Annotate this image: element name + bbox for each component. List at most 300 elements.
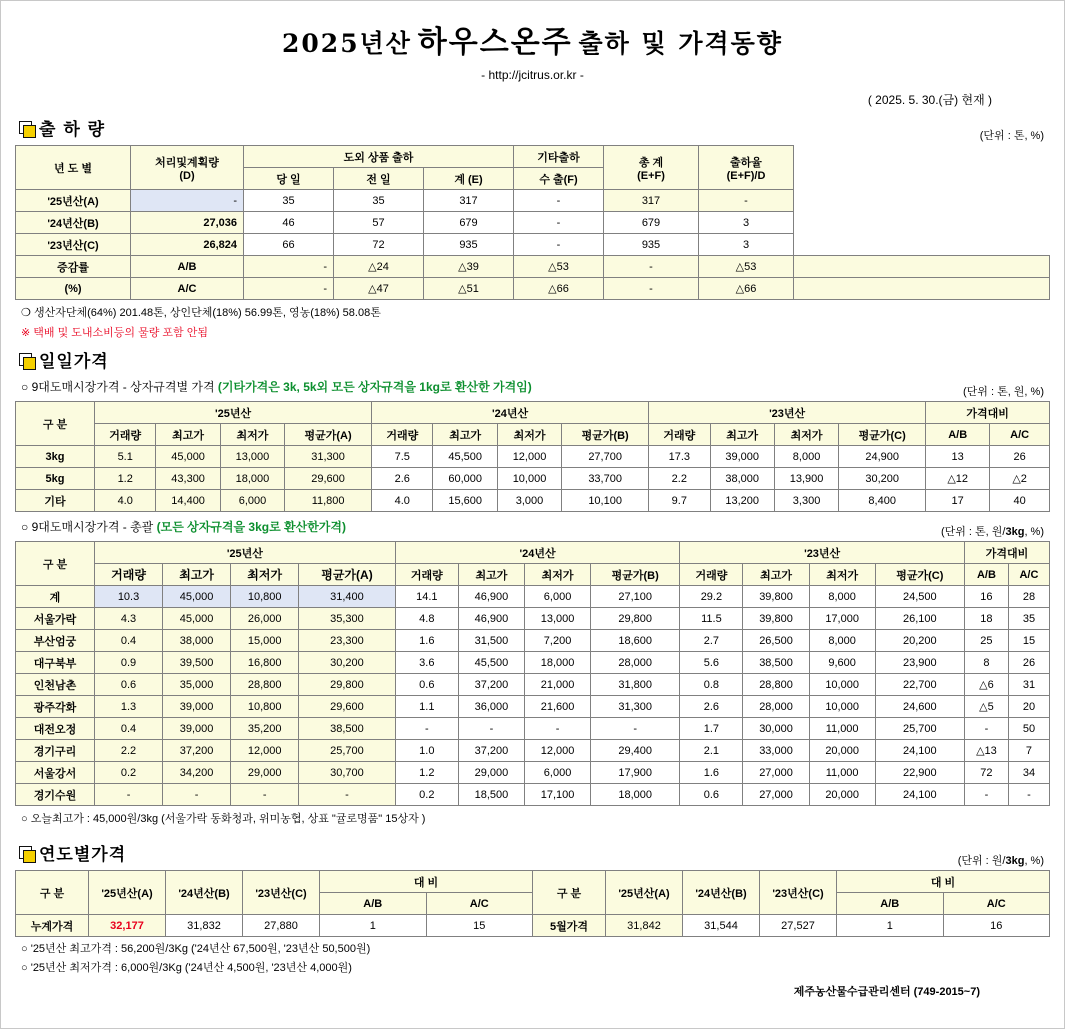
table-header-row bbox=[16, 542, 1050, 564]
document-page bbox=[1, 1, 1064, 999]
unit3-a: (단위 : 원/ bbox=[957, 855, 1006, 867]
th-volume-24: 거래량 bbox=[372, 424, 433, 446]
unit3-c: , %) bbox=[1024, 855, 1044, 867]
cell-low-23: 13,900 bbox=[774, 468, 838, 490]
cell-volume-24: 4.8 bbox=[395, 608, 458, 630]
cell-low-24: - bbox=[524, 718, 590, 740]
cell-avg-24: 28,000 bbox=[591, 652, 680, 674]
circle-marker-icon: ○ bbox=[21, 380, 29, 394]
th-export: 수 출(F) bbox=[514, 168, 604, 190]
cell-low-24: 21,600 bbox=[524, 696, 590, 718]
cell-high-23: 30,000 bbox=[743, 718, 809, 740]
th-low-23: 최저가 bbox=[774, 424, 838, 446]
cell-cmp-ab: 72 bbox=[964, 762, 1008, 784]
cell-volume-25: 1.3 bbox=[95, 696, 163, 718]
cell-high-25: 39,500 bbox=[163, 652, 231, 674]
th-high-24: 최고가 bbox=[458, 564, 524, 586]
bullet-square-icon bbox=[19, 353, 32, 366]
cell-cumulative-ac: 15 bbox=[426, 915, 533, 937]
cell-avg-25: 35,300 bbox=[299, 608, 396, 630]
table-row bbox=[16, 718, 1050, 740]
cell-low-25: 10,800 bbox=[231, 696, 299, 718]
th-cmp-ab: A/B bbox=[926, 424, 990, 446]
cell-low-24: 17,100 bbox=[524, 784, 590, 806]
cell-low-24: 18,000 bbox=[524, 652, 590, 674]
th-y23-right: '23년산(C) bbox=[760, 871, 837, 915]
th-avg-25: 평균가(A) bbox=[299, 564, 396, 586]
cell-high-25: 14,400 bbox=[156, 490, 220, 512]
th-rate-l1: 출하율 bbox=[730, 156, 762, 169]
row-label: 서울강서 bbox=[16, 762, 95, 784]
th-rate bbox=[699, 146, 794, 190]
cell-high-23: 38,000 bbox=[710, 468, 774, 490]
cell-high-23: 39,000 bbox=[710, 446, 774, 468]
cell-high-23: 13,200 bbox=[710, 490, 774, 512]
th-high-25: 최고가 bbox=[156, 424, 220, 446]
th-cmp-ac: A/C bbox=[990, 424, 1050, 446]
th-division-left: 구 분 bbox=[16, 871, 89, 915]
cell-high-23: 39,800 bbox=[743, 586, 809, 608]
cell-low-25: 16,800 bbox=[231, 652, 299, 674]
th-low-25: 최저가 bbox=[231, 564, 299, 586]
th-volume-25: 거래량 bbox=[95, 424, 156, 446]
th-volume-24: 거래량 bbox=[395, 564, 458, 586]
row-label: 대구북부 bbox=[16, 652, 95, 674]
row-label: 계 bbox=[16, 586, 95, 608]
row-label: 부산엄궁 bbox=[16, 630, 95, 652]
cell-avg-23: 23,900 bbox=[875, 652, 964, 674]
diff-key: A/C bbox=[131, 278, 244, 300]
th-compare-right: 대 비 bbox=[837, 871, 1050, 893]
cell-volume-23: 2.6 bbox=[680, 696, 743, 718]
cell-prev: 35 bbox=[334, 190, 424, 212]
cell-high-23: 38,500 bbox=[743, 652, 809, 674]
cell-high-24: 46,900 bbox=[458, 608, 524, 630]
cell-avg-24: 33,700 bbox=[562, 468, 649, 490]
cell-export: - bbox=[514, 190, 604, 212]
unit2-c: , %) bbox=[1024, 526, 1044, 538]
footer-organization: 제주농산물수급관리센터 (749-2015~7) bbox=[793, 986, 980, 998]
cell-rate bbox=[794, 278, 1050, 300]
table-header-row bbox=[16, 871, 1050, 893]
cell-cmp-ac: 20 bbox=[1008, 696, 1049, 718]
cell-low-25: 6,000 bbox=[220, 490, 284, 512]
table-row bbox=[16, 915, 1050, 937]
cell-high-25: 37,200 bbox=[163, 740, 231, 762]
table-header-row bbox=[16, 402, 1050, 424]
th-y25-right: '25년산(A) bbox=[606, 871, 683, 915]
cell-volume-23: 0.6 bbox=[680, 784, 743, 806]
cell-total: △66 bbox=[699, 278, 794, 300]
cell-prev: △39 bbox=[424, 256, 514, 278]
cell-high-23: 27,000 bbox=[743, 784, 809, 806]
cell-avg-23: 26,100 bbox=[875, 608, 964, 630]
cell-high-25: 38,000 bbox=[163, 630, 231, 652]
cell-total: 935 bbox=[604, 234, 699, 256]
cell-volume-25: 0.4 bbox=[95, 718, 163, 740]
cell-cmp-ac: 7 bbox=[1008, 740, 1049, 762]
cell-cmp-ab: 16 bbox=[964, 586, 1008, 608]
cell-prev: △51 bbox=[424, 278, 514, 300]
diff-label: 증감률 bbox=[16, 256, 131, 278]
th-group-compare: 가격대비 bbox=[926, 402, 1050, 424]
cell-low-23: 8,000 bbox=[809, 630, 875, 652]
th-division-right: 구 분 bbox=[533, 871, 606, 915]
cell-volume-23: 1.7 bbox=[680, 718, 743, 740]
cell-volume-24: 14.1 bbox=[395, 586, 458, 608]
table-row bbox=[16, 740, 1050, 762]
cell-high-24: 37,200 bbox=[458, 740, 524, 762]
circle-marker-icon: ○ bbox=[21, 943, 28, 955]
cell-may-23: 27,527 bbox=[760, 915, 837, 937]
cell-volume-23: 2.1 bbox=[680, 740, 743, 762]
cell-low-24: 21,000 bbox=[524, 674, 590, 696]
cell-rate bbox=[794, 256, 1050, 278]
cell-low-25: 15,000 bbox=[231, 630, 299, 652]
cell-volume-25: 4.3 bbox=[95, 608, 163, 630]
cell-cmp-ac: 28 bbox=[1008, 586, 1049, 608]
cell-low-24: 7,200 bbox=[524, 630, 590, 652]
th-rate-l2: (E+F)/D bbox=[726, 169, 766, 182]
cell-plan: 27,036 bbox=[131, 212, 244, 234]
th-compare-left: 대 비 bbox=[320, 871, 533, 893]
th-high-25: 최고가 bbox=[163, 564, 231, 586]
cell-avg-24: - bbox=[591, 718, 680, 740]
cell-cmp-ab: △6 bbox=[964, 674, 1008, 696]
row-label: 서울가락 bbox=[16, 608, 95, 630]
cell-cmp-ab: △12 bbox=[926, 468, 990, 490]
cell-avg-23: 24,900 bbox=[839, 446, 926, 468]
th-cmp-ac: A/C bbox=[1008, 564, 1049, 586]
cell-avg-25: 38,500 bbox=[299, 718, 396, 740]
cell-high-25: 34,200 bbox=[163, 762, 231, 784]
cell-day: △24 bbox=[334, 256, 424, 278]
cell-plan: - bbox=[244, 256, 334, 278]
cell-low-23: 10,000 bbox=[809, 696, 875, 718]
cell-high-25: 43,300 bbox=[156, 468, 220, 490]
unit2-b: 3kg bbox=[1005, 526, 1025, 538]
cell-low-25: 35,200 bbox=[231, 718, 299, 740]
cell-volume-24: - bbox=[395, 718, 458, 740]
th-total bbox=[604, 146, 699, 190]
cell-low-23: 10,000 bbox=[809, 674, 875, 696]
cell-avg-23: 20,200 bbox=[875, 630, 964, 652]
th-group-outside: 도외 상품 출하 bbox=[244, 146, 514, 168]
cell-high-23: 33,000 bbox=[743, 740, 809, 762]
cell-high-24: 18,500 bbox=[458, 784, 524, 806]
title-main: 하우스온주 bbox=[417, 25, 573, 60]
cell-may-25: 31,842 bbox=[606, 915, 683, 937]
cell-avg-23: 24,100 bbox=[875, 784, 964, 806]
table-header-row bbox=[16, 146, 1050, 168]
table-row bbox=[16, 490, 1050, 512]
cell-total: △53 bbox=[699, 256, 794, 278]
bullet-square-icon bbox=[19, 846, 32, 859]
cell-volume-25: 0.6 bbox=[95, 674, 163, 696]
cell-may-ab: 1 bbox=[837, 915, 944, 937]
th-group-24: '24년산 bbox=[372, 402, 649, 424]
th-avg-24: 평균가(B) bbox=[562, 424, 649, 446]
cell-rate: 3 bbox=[699, 234, 794, 256]
cell-rate: - bbox=[699, 190, 794, 212]
cell-cmp-ac: 26 bbox=[1008, 652, 1049, 674]
cell-cmp-ac: - bbox=[1008, 784, 1049, 806]
diff-key: A/B bbox=[131, 256, 244, 278]
cell-cmp-ac: 35 bbox=[1008, 608, 1049, 630]
cell-cmp-ab: △13 bbox=[964, 740, 1008, 762]
th-plan bbox=[131, 146, 244, 190]
th-group-25: '25년산 bbox=[95, 542, 396, 564]
cell-export: - bbox=[604, 278, 699, 300]
cell-cmp-ab: 25 bbox=[964, 630, 1008, 652]
th-y24-right: '24년산(B) bbox=[683, 871, 760, 915]
circle-marker-icon: ❍ bbox=[21, 307, 31, 319]
cell-volume-24: 1.2 bbox=[395, 762, 458, 784]
cell-avg-24: 17,900 bbox=[591, 762, 680, 784]
th-low-24: 최저가 bbox=[497, 424, 561, 446]
row-label: '25년산(A) bbox=[16, 190, 131, 212]
cell-sum: △66 bbox=[514, 278, 604, 300]
table-row bbox=[16, 630, 1050, 652]
row-label: '24년산(B) bbox=[16, 212, 131, 234]
cell-low-25: 10,800 bbox=[231, 586, 299, 608]
cell-avg-25: 25,700 bbox=[299, 740, 396, 762]
cell-avg-24: 27,700 bbox=[562, 446, 649, 468]
cell-volume-23: 17.3 bbox=[649, 446, 710, 468]
cell-high-24: 29,000 bbox=[458, 762, 524, 784]
th-low-25: 최저가 bbox=[220, 424, 284, 446]
cell-low-23: 17,000 bbox=[809, 608, 875, 630]
cell-cumulative-ab: 1 bbox=[320, 915, 427, 937]
cell-high-24: 45,500 bbox=[433, 446, 497, 468]
cell-high-25: 39,000 bbox=[163, 718, 231, 740]
table-row bbox=[16, 446, 1050, 468]
table-row bbox=[16, 278, 1050, 300]
row-label: 광주각화 bbox=[16, 696, 95, 718]
th-y23-left: '23년산(C) bbox=[243, 871, 320, 915]
section1-unit: (단위 : 톤, %) bbox=[979, 130, 1044, 142]
table-row bbox=[16, 674, 1050, 696]
section2-title: 일일가격 bbox=[39, 352, 109, 372]
th-low-24: 최저가 bbox=[524, 564, 590, 586]
table-row bbox=[16, 784, 1050, 806]
cell-plan: 26,824 bbox=[131, 234, 244, 256]
cell-low-25: - bbox=[231, 784, 299, 806]
cell-avg-25: - bbox=[299, 784, 396, 806]
cell-avg-23: 24,100 bbox=[875, 740, 964, 762]
th-division: 구 분 bbox=[16, 542, 95, 586]
cell-low-25: 12,000 bbox=[231, 740, 299, 762]
cell-volume-24: 1.6 bbox=[395, 630, 458, 652]
th-volume-23: 거래량 bbox=[649, 424, 710, 446]
cell-cmp-ac: 40 bbox=[990, 490, 1050, 512]
yearly-price-table bbox=[15, 870, 1050, 937]
th-plan-l1: 처리및계획량 bbox=[155, 156, 219, 169]
table-row bbox=[16, 586, 1050, 608]
cell-high-24: 45,500 bbox=[458, 652, 524, 674]
cell-avg-23: 24,500 bbox=[875, 586, 964, 608]
cell-low-24: 12,000 bbox=[524, 740, 590, 762]
th-avg-23: 평균가(C) bbox=[839, 424, 926, 446]
cell-low-23: 8,000 bbox=[774, 446, 838, 468]
cell-low-23: 20,000 bbox=[809, 740, 875, 762]
circle-marker-icon: ○ bbox=[21, 813, 28, 825]
cell-high-24: 37,200 bbox=[458, 674, 524, 696]
cell-high-25: 39,000 bbox=[163, 696, 231, 718]
cell-avg-24: 29,800 bbox=[591, 608, 680, 630]
yearly-note-2 bbox=[21, 959, 1050, 975]
cell-avg-23: 24,600 bbox=[875, 696, 964, 718]
cell-avg-25: 29,600 bbox=[299, 696, 396, 718]
section-heading-daily-price bbox=[19, 347, 1050, 372]
row-label: 인천남촌 bbox=[16, 674, 95, 696]
cell-low-24: 6,000 bbox=[524, 762, 590, 784]
cell-day: 46 bbox=[244, 212, 334, 234]
shipment-note-1-text: 생산자단체(64%) 201.48톤, 상인단체(18%) 56.99톤, 영농(18%) 58.08톤 bbox=[33, 307, 381, 319]
cell-day: 66 bbox=[244, 234, 334, 256]
section3-unit bbox=[15, 852, 1050, 868]
asterisk-marker-icon: ※ bbox=[21, 327, 31, 339]
table-row bbox=[16, 652, 1050, 674]
subheading-by-box-highlight: (기타가격은 3k, 5k외 모든 상자규격을 1kg로 환산한 가격임) bbox=[217, 380, 532, 394]
table-row bbox=[16, 256, 1050, 278]
cell-avg-24: 31,300 bbox=[591, 696, 680, 718]
cell-volume-24: 3.6 bbox=[395, 652, 458, 674]
th-avg-24: 평균가(B) bbox=[591, 564, 680, 586]
cell-cmp-ab: 13 bbox=[926, 446, 990, 468]
th-y24-left: '24년산(B) bbox=[166, 871, 243, 915]
th-ab-left: A/B bbox=[320, 893, 427, 915]
cell-cumulative-25: 32,177 bbox=[89, 915, 166, 937]
cell-low-25: 18,000 bbox=[220, 468, 284, 490]
row-label: '23년산(C) bbox=[16, 234, 131, 256]
cell-cmp-ab: - bbox=[964, 718, 1008, 740]
shipment-table bbox=[15, 145, 1050, 300]
cell-sum: 317 bbox=[424, 190, 514, 212]
cell-high-24: - bbox=[458, 718, 524, 740]
cell-volume-24: 1.0 bbox=[395, 740, 458, 762]
cell-volume-24: 0.6 bbox=[395, 674, 458, 696]
source-url: - http://jcitrus.or.kr - bbox=[481, 68, 584, 82]
cell-cmp-ac: 26 bbox=[990, 446, 1050, 468]
cell-high-23: 28,800 bbox=[743, 674, 809, 696]
cell-export: - bbox=[514, 212, 604, 234]
th-ac-right: A/C bbox=[943, 893, 1050, 915]
cell-high-24: 36,000 bbox=[458, 696, 524, 718]
cell-rate: 3 bbox=[699, 212, 794, 234]
cell-cmp-ab: 17 bbox=[926, 490, 990, 512]
cell-export: - bbox=[604, 256, 699, 278]
th-high-24: 최고가 bbox=[433, 424, 497, 446]
cell-cmp-ac: 34 bbox=[1008, 762, 1049, 784]
cell-high-25: 45,000 bbox=[163, 608, 231, 630]
cell-high-24: 15,600 bbox=[433, 490, 497, 512]
cell-low-25: 13,000 bbox=[220, 446, 284, 468]
cell-avg-24: 18,000 bbox=[591, 784, 680, 806]
table-row bbox=[16, 762, 1050, 784]
cell-sum: 679 bbox=[424, 212, 514, 234]
cell-high-25: 45,000 bbox=[156, 446, 220, 468]
as-of-date: ( 2025. 5. 30.(금) 현재 ) bbox=[867, 93, 992, 107]
cell-cmp-ab: - bbox=[964, 784, 1008, 806]
cell-plan: - bbox=[131, 190, 244, 212]
cell-high-24: 60,000 bbox=[433, 468, 497, 490]
cell-volume-23: 9.7 bbox=[649, 490, 710, 512]
table-row bbox=[16, 696, 1050, 718]
price-by-box-table bbox=[15, 401, 1050, 512]
th-group-25: '25년산 bbox=[95, 402, 372, 424]
cell-volume-23: 0.8 bbox=[680, 674, 743, 696]
today-high-note-text: 오늘최고가 : 45,000원/3kg (서울가락 동화청과, 위미농협, 상표 "귤로명품" 15상자 ) bbox=[30, 813, 426, 825]
circle-marker-icon: ○ bbox=[21, 520, 29, 534]
section2-unit-1: (단위 : 톤, 원, %) bbox=[962, 386, 1044, 398]
table-row bbox=[16, 190, 1050, 212]
table-row bbox=[16, 608, 1050, 630]
th-division: 구 분 bbox=[16, 402, 95, 446]
section1-title: 출 하 량 bbox=[39, 120, 106, 140]
cell-cmp-ac: △2 bbox=[990, 468, 1050, 490]
th-day: 당 일 bbox=[244, 168, 334, 190]
th-ac-left: A/C bbox=[426, 893, 533, 915]
row-label: 경기수원 bbox=[16, 784, 95, 806]
th-y25-left: '25년산(A) bbox=[89, 871, 166, 915]
cell-volume-24: 4.0 bbox=[372, 490, 433, 512]
cell-volume-23: 29.2 bbox=[680, 586, 743, 608]
th-cmp-ab: A/B bbox=[964, 564, 1008, 586]
cell-day: 35 bbox=[244, 190, 334, 212]
cell-volume-25: 2.2 bbox=[95, 740, 163, 762]
cell-low-25: 28,800 bbox=[231, 674, 299, 696]
cell-cmp-ab: △5 bbox=[964, 696, 1008, 718]
cell-avg-25: 29,600 bbox=[285, 468, 372, 490]
cell-avg-25: 30,200 bbox=[299, 652, 396, 674]
page-title bbox=[15, 17, 1050, 61]
cell-low-23: 11,000 bbox=[809, 718, 875, 740]
section3-title: 연도별가격 bbox=[39, 845, 127, 865]
cell-cmp-ac: 31 bbox=[1008, 674, 1049, 696]
cell-avg-25: 11,800 bbox=[285, 490, 372, 512]
cell-volume-25: 0.4 bbox=[95, 630, 163, 652]
th-high-23: 최고가 bbox=[710, 424, 774, 446]
cell-cmp-ab: 8 bbox=[964, 652, 1008, 674]
cell-low-24: 6,000 bbox=[524, 586, 590, 608]
th-group-23: '23년산 bbox=[680, 542, 965, 564]
cell-may-ac: 16 bbox=[943, 915, 1050, 937]
cell-low-24: 10,000 bbox=[497, 468, 561, 490]
cell-avg-23: 25,700 bbox=[875, 718, 964, 740]
diff-label-2: (%) bbox=[16, 278, 131, 300]
row-label: 대전오정 bbox=[16, 718, 95, 740]
cell-export: - bbox=[514, 234, 604, 256]
table-row bbox=[16, 234, 1050, 256]
cell-avg-24: 18,600 bbox=[591, 630, 680, 652]
cell-avg-25: 31,300 bbox=[285, 446, 372, 468]
th-high-23: 최고가 bbox=[743, 564, 809, 586]
th-plan-l2: (D) bbox=[179, 169, 195, 182]
cell-avg-23: 30,200 bbox=[839, 468, 926, 490]
cell-cmp-ab: 18 bbox=[964, 608, 1008, 630]
cell-day: △47 bbox=[334, 278, 424, 300]
cell-low-23: 3,300 bbox=[774, 490, 838, 512]
cell-avg-23: 8,400 bbox=[839, 490, 926, 512]
cell-high-23: 28,000 bbox=[743, 696, 809, 718]
shipment-note-2 bbox=[21, 324, 1050, 340]
cell-high-23: 27,000 bbox=[743, 762, 809, 784]
th-avg-25: 평균가(A) bbox=[285, 424, 372, 446]
cell-volume-25: - bbox=[95, 784, 163, 806]
cell-cumulative-23: 27,880 bbox=[243, 915, 320, 937]
th-group-etc: 기타출하 bbox=[514, 146, 604, 168]
